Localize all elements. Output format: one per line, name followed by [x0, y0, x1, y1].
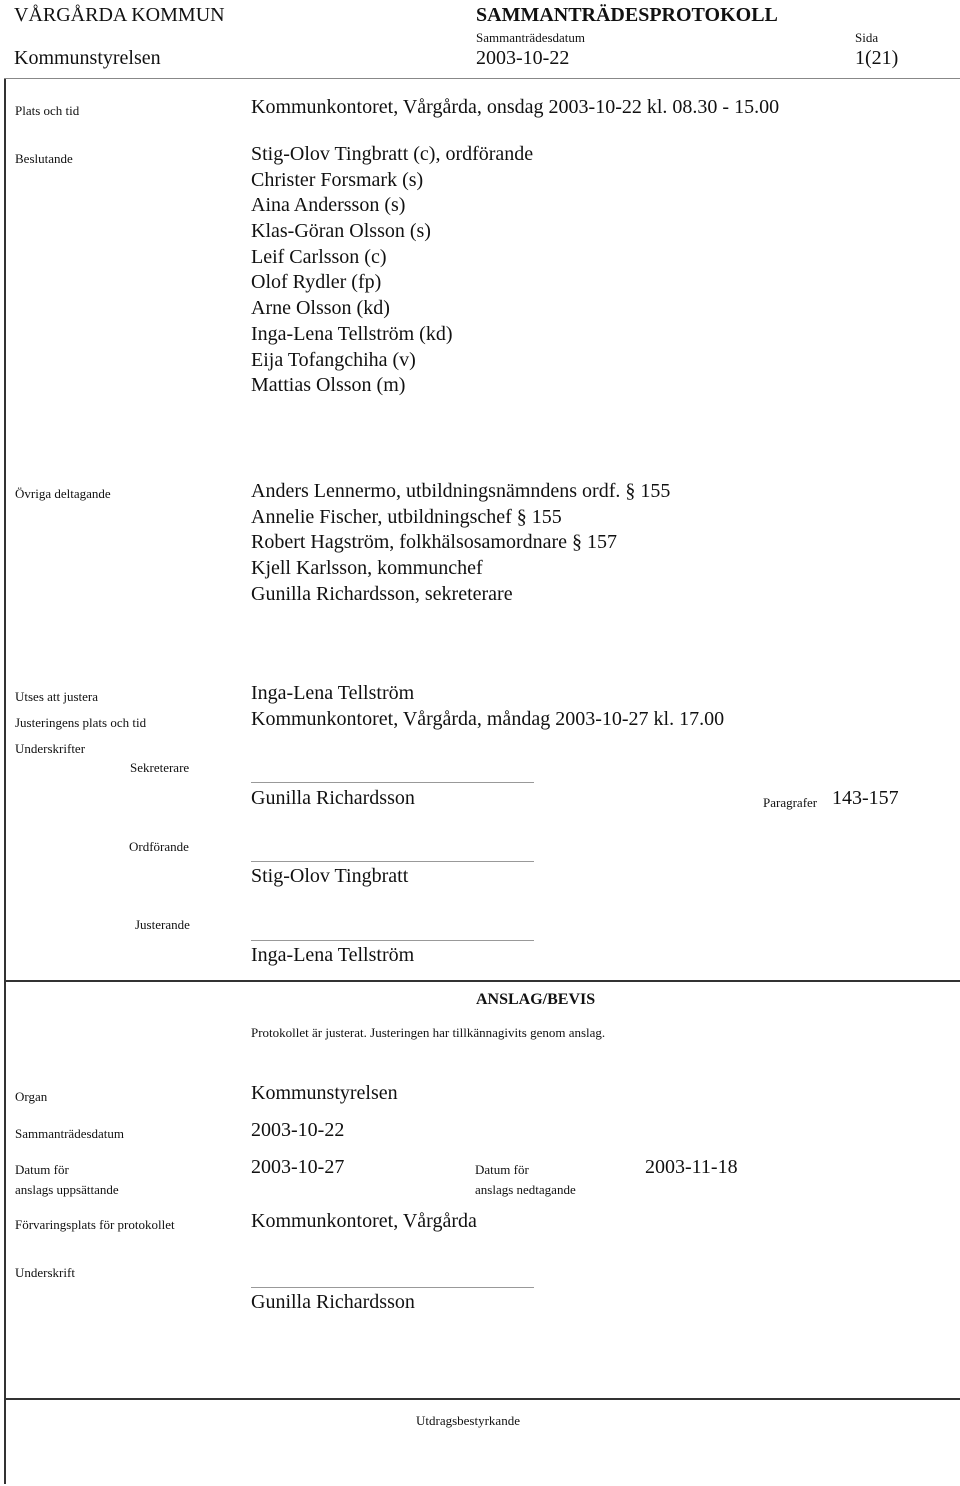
other-participant: Annelie Fischer, utbildningschef § 155	[251, 505, 562, 528]
adjuster-signature-line	[251, 940, 534, 941]
decider-item: Stig-Olov Tingbratt (c), ordförande	[251, 143, 534, 165]
decider-item: Klas-Göran Olsson (s)	[251, 220, 431, 243]
decider-item: Aina Andersson (s)	[251, 194, 406, 217]
place-label: Plats och tid	[15, 103, 80, 118]
meeting-date-label: Sammanträdesdatum	[15, 1126, 125, 1141]
chair-name: Stig-Olov Tingbratt	[251, 865, 409, 887]
secretary-label: Sekreterare	[130, 760, 190, 775]
removed-label: Datum för	[475, 1162, 529, 1177]
decider-item: Arne Olsson (kd)	[251, 297, 390, 320]
deciders-label: Beslutande	[15, 151, 73, 166]
page-label: Sida	[855, 30, 879, 45]
notice-title: ANSLAG/BEVIS	[476, 991, 596, 1008]
signatures-label: Underskrifter	[15, 741, 86, 756]
notice-signature-line	[251, 1287, 534, 1288]
others-label: Övriga deltagande	[15, 486, 111, 501]
storage-label: Förvaringsplats för protokollet	[15, 1217, 175, 1232]
signature-name: Gunilla Richardsson	[251, 1291, 415, 1313]
other-participant: Anders Lennermo, utbildningsnämndens ordf. § 155	[251, 480, 671, 502]
header-rule	[4, 78, 960, 79]
removed-label-line2: anslags nedtagande	[475, 1182, 576, 1197]
place-value: Kommunkontoret, Vårgårda, onsdag 2003-10-22 kl. 08.30 - 15.00	[251, 96, 780, 118]
deciders-list	[251, 142, 533, 399]
decider-item: Inga-Lena Tellström (kd)	[251, 322, 453, 345]
adjuster-label: Justerande	[135, 917, 190, 932]
paragraphs-value: 143-157	[832, 787, 899, 809]
decider-item: Olof Rydler (fp)	[251, 271, 382, 294]
organ-value: Kommunstyrelsen	[251, 1082, 398, 1104]
adjust-place-label: Justeringens plats och tid	[15, 715, 147, 730]
signature-label: Underskrift	[15, 1265, 75, 1280]
decider-item: Leif Carlsson (c)	[251, 245, 387, 268]
date-label: Sammanträdesdatum	[476, 30, 586, 45]
removed-value: 2003-11-18	[645, 1156, 738, 1178]
notice-bottom-rule	[4, 1398, 960, 1400]
adjuster-name: Inga-Lena Tellström	[251, 944, 415, 966]
left-border	[4, 78, 6, 1484]
meeting-date-value: 2003-10-22	[251, 1119, 345, 1141]
document-type: SAMMANTRÄDESPROTOKOLL	[476, 4, 778, 26]
notice-text: Protokollet är justerat. Justeringen har tillkännagivits genom anslag.	[251, 1025, 606, 1040]
paragraphs-label: Paragrafer	[763, 795, 818, 810]
secretary-signature-line	[251, 782, 534, 783]
chair-label: Ordförande	[129, 839, 189, 854]
posted-value: 2003-10-27	[251, 1156, 345, 1178]
storage-value: Kommunkontoret, Vårgårda	[251, 1210, 477, 1232]
other-participant: Kjell Karlsson, kommunchef	[251, 557, 483, 580]
page-number: 1(21)	[855, 47, 899, 69]
appointed-label: Utses att justera	[15, 689, 99, 704]
organ-label: Organ	[15, 1089, 48, 1104]
posted-label: Datum för	[15, 1162, 69, 1177]
appointed-value: Inga-Lena Tellström	[251, 682, 415, 704]
meeting-date: 2003-10-22	[476, 47, 570, 69]
committee-name: Kommunstyrelsen	[14, 47, 161, 69]
decider-item: Eija Tofangchiha (v)	[251, 348, 416, 371]
certify-label: Utdragsbestyrkande	[416, 1413, 520, 1428]
secretary-name: Gunilla Richardsson	[251, 787, 415, 809]
decider-item: Mattias Olsson (m)	[251, 374, 406, 397]
chair-signature-line	[251, 861, 534, 862]
other-participant: Robert Hagström, folkhälsosamordnare § 157	[251, 531, 618, 554]
municipality-name: VÅRGÅRDA KOMMUN	[14, 4, 225, 26]
other-participant: Gunilla Richardsson, sekreterare	[251, 582, 513, 605]
posted-label-line2: anslags uppsättande	[15, 1182, 119, 1197]
others-list	[251, 479, 670, 607]
adjust-place-value: Kommunkontoret, Vårgårda, måndag 2003-10-27 kl. 17.00	[251, 708, 725, 730]
decider-item: Christer Forsmark (s)	[251, 168, 424, 191]
notice-top-rule	[4, 980, 960, 982]
